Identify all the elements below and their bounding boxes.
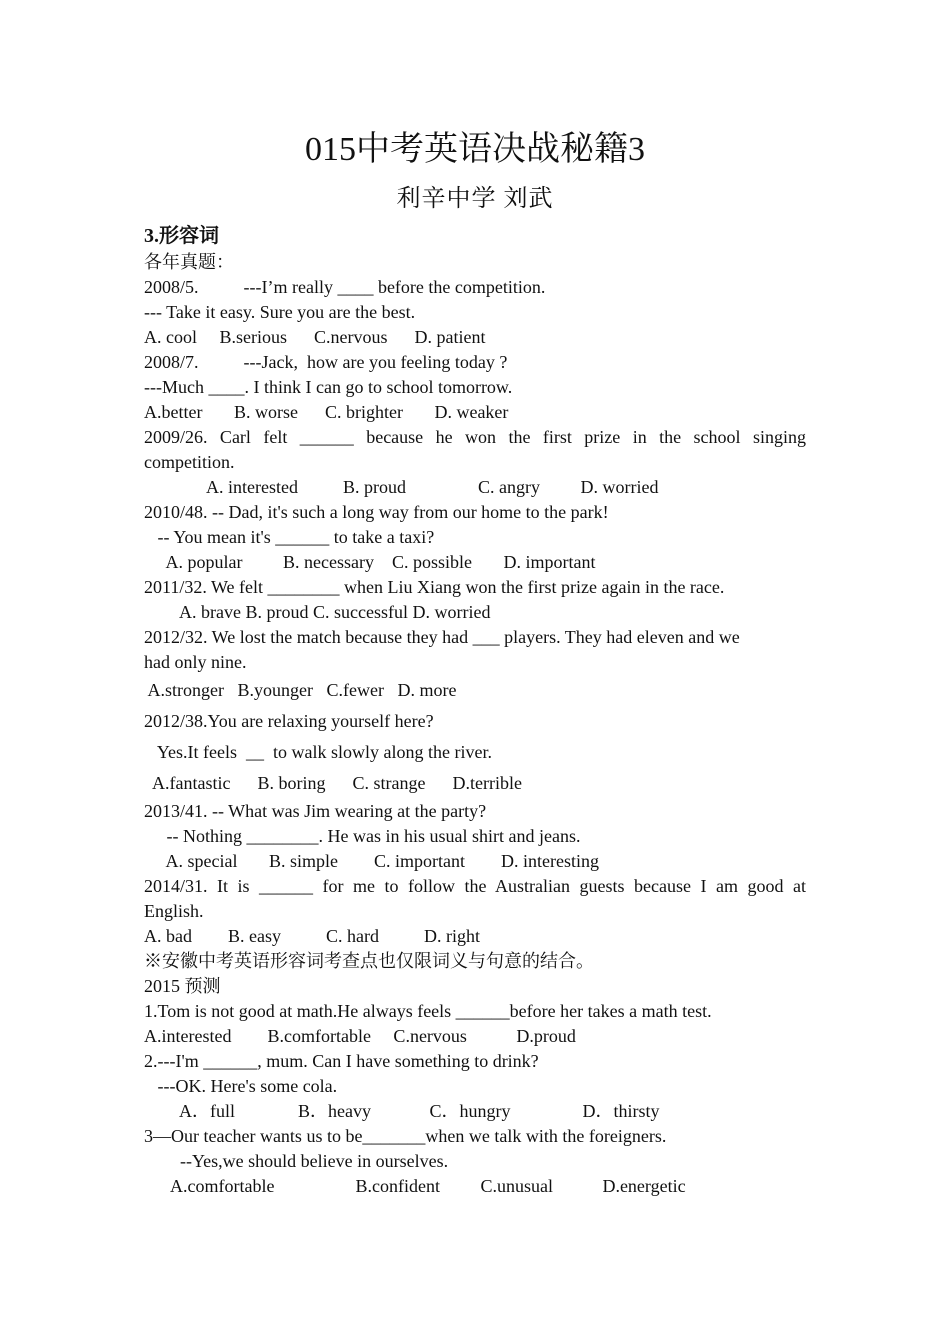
text-line: 2013/41. -- What was Jim wearing at the party? [144,801,487,821]
text-line: 2010/48. -- Dad, it's such a long way from our home to the park! [144,502,609,522]
text-line: 2009/26. Carl felt ______ because he won the first prize in the school singing [144,427,806,447]
text-line: A.stronger B.younger C.fewer D. more [144,680,457,700]
text-line: English. [144,901,204,921]
text-line: 2008/5. ---I’m really ____ before the competition. [144,277,546,297]
text-line: 2015 预测 [144,976,221,996]
text-line: ---OK. Here's some cola. [144,1076,338,1096]
text-line: 3—Our teacher wants us to be_______when we talk with the foreigners. [144,1126,667,1146]
text-line: 2014/31. It is ______ for me to follow the Australian guests because I am good at [144,876,806,896]
text-line: A.fantastic B. boring C. strange D.terrible [144,773,522,793]
text-line: A. brave B. proud C. successful D. worried [144,602,491,622]
text-line: competition. [144,452,235,472]
text-line: A. cool B.serious C.nervous D. patient [144,327,486,347]
text-line: A. special B. simple C. important D. interesting [144,851,599,871]
text-line: -- Nothing ________. He was in his usual shirt and jeans. [144,826,581,846]
text-line: A. popular B. necessary C. possible D. important [144,552,596,572]
text-line: had only nine. [144,652,247,672]
text-line: ---Much ____. I think I can go to school tomorrow. [144,377,513,397]
page-title: 015中考英语决战秘籍3 [305,131,645,168]
text-line: 2.---I'm ______, mum. Can I have something to drink? [144,1051,539,1071]
text-line: --Yes,we should believe in ourselves. [144,1151,449,1171]
document-body [144,222,806,1199]
text-line: A.interested B.comfortable C.nervous D.proud [144,1026,576,1046]
text-line: -- You mean it's ______ to take a taxi? [144,527,435,547]
text-line: A．full B．heavy C．hungry D．thirsty [144,1101,660,1121]
text-line: Yes.It feels __ to walk slowly along the river. [144,742,492,762]
text-line: 2012/32. We lost the match because they had ___ players. They had eleven and we [144,627,740,647]
text-line: A.better B. worse C. brighter D. weaker [144,402,509,422]
text-line: A. interested B. proud C. angry D. worried [144,477,659,497]
text-line: A. bad B. easy C. hard D. right [144,926,480,946]
text-line: 2011/32. We felt ________ when Liu Xiang won the first prize again in the race. [144,577,725,597]
text-line: ※安徽中考英语形容词考查点也仅限词义与句意的结合。 [144,951,594,971]
text-line: 2008/7. ---Jack, how are you feeling today ? [144,352,508,372]
text-line: 1.Tom is not good at math.He always feels ______before her takes a math test. [144,1001,712,1021]
text-line: --- Take it easy. Sure you are the best. [144,302,416,322]
text-line: A.comfortable B.confident C.unusual D.energetic [144,1176,686,1196]
text-line: 2012/38.You are relaxing yourself here? [144,711,434,731]
page-subtitle: 利辛中学 刘武 [396,186,554,212]
section-heading: 3.形容词 [144,225,219,247]
text-line: 各年真题： [144,252,234,272]
